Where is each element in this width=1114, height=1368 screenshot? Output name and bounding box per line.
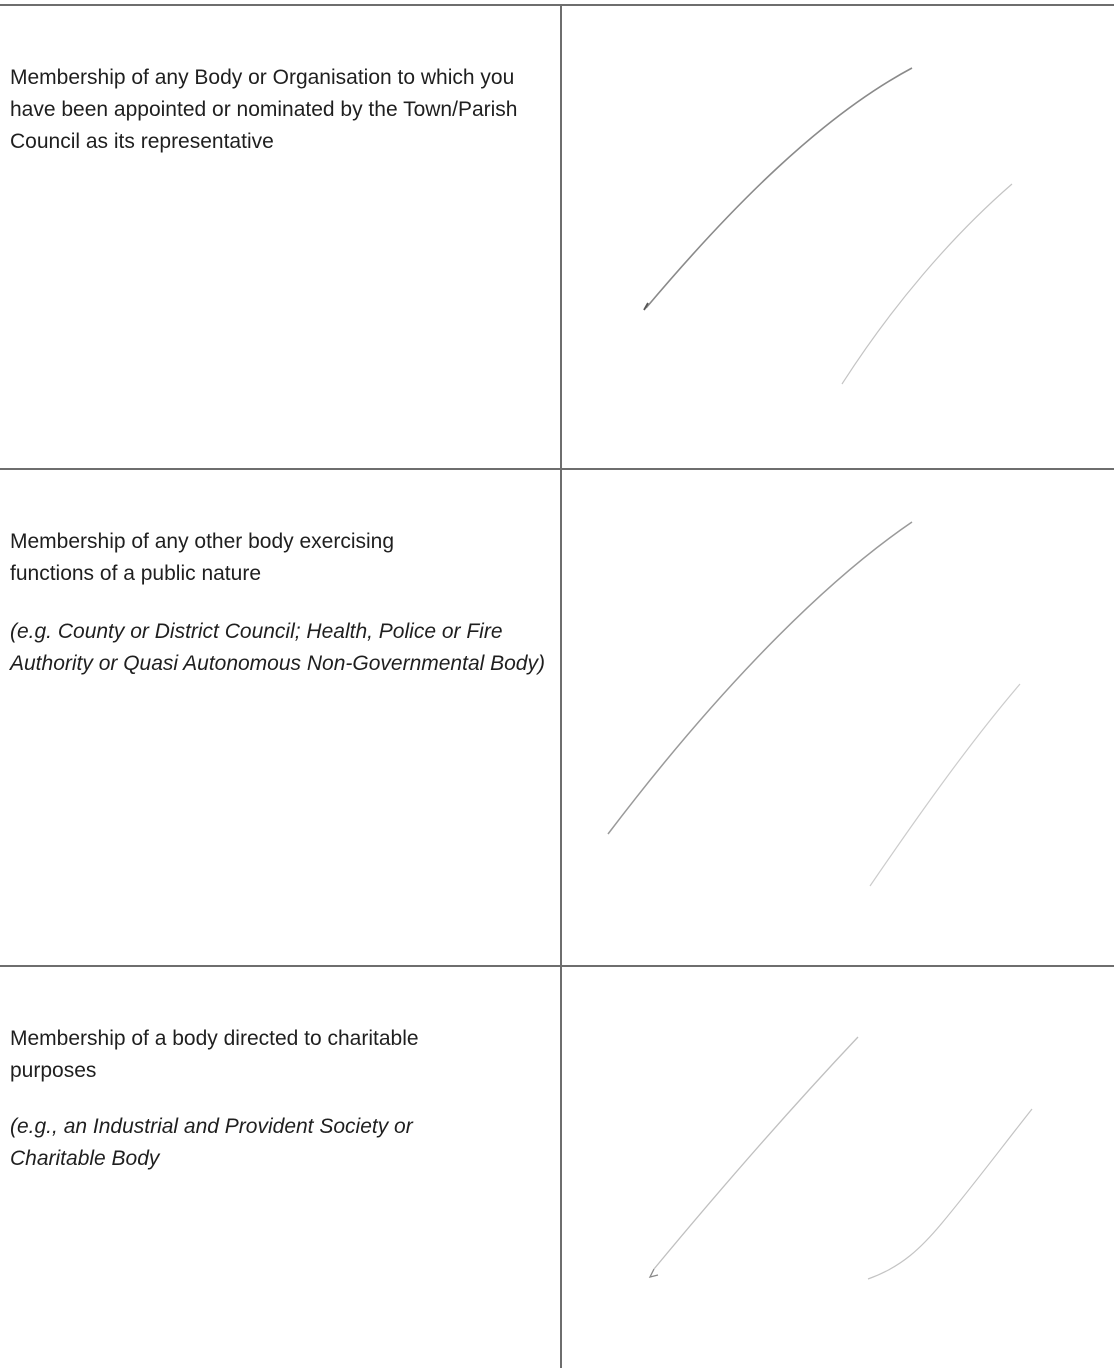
table-row <box>0 470 560 965</box>
nil-strike-marks <box>562 6 1114 468</box>
row-label: Membership of any other body exercising functions of a public nature <box>10 530 395 585</box>
nil-strike-marks <box>562 967 1114 1368</box>
table-row <box>0 967 560 1368</box>
row-label: Membership of a body directed to charitable purposes <box>10 1027 419 1082</box>
row-example: (e.g. County or District Council; Health, Police or Fire Authority or Quasi Autonomous Non-Governmental Body) <box>10 620 545 675</box>
nil-strike-marks <box>562 470 1114 965</box>
table-row <box>0 6 560 468</box>
row-example: (e.g., an Industrial and Provident Society or Charitable Body <box>10 1115 413 1170</box>
row-label: Membership of any Body or Organisation to which you have been appointed or nominated by the Town/Parish Council as its representative <box>10 66 518 153</box>
